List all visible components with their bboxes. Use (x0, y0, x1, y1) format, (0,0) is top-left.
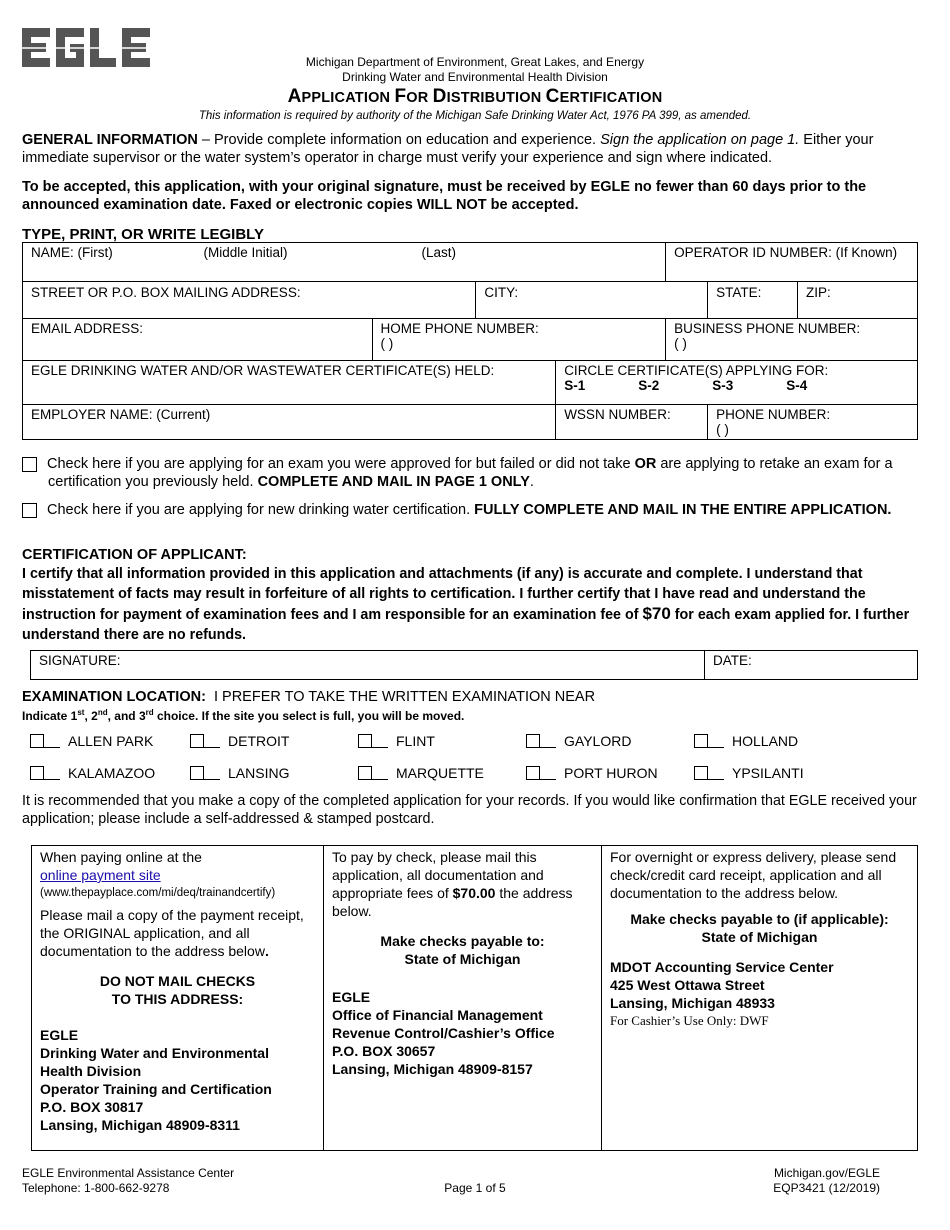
exam-site-checkbox[interactable] (694, 766, 708, 780)
exam-site-label: LANSING (228, 765, 290, 781)
exam-site-port-huron[interactable] (526, 765, 658, 781)
choice-rank-blank[interactable] (708, 735, 724, 748)
cert-option-s1[interactable]: S-1 (564, 378, 586, 393)
operator-id-field[interactable]: OPERATOR ID NUMBER: (If Known) (666, 243, 918, 282)
date-field[interactable]: DATE: (713, 653, 752, 668)
cert-option-s3[interactable]: S-3 (712, 378, 734, 393)
state-field[interactable]: STATE: (708, 282, 798, 319)
choice-rank-blank[interactable] (204, 735, 220, 748)
exam-site-checkbox[interactable] (526, 734, 540, 748)
new-certification-checkbox[interactable] (22, 503, 37, 518)
exam-site-checkbox[interactable] (358, 766, 372, 780)
exam-location-instructions: Indicate 1st, 2nd, and 3rd choice. If the site you select is full, you will be moved. (22, 708, 465, 723)
certificates-held-field[interactable]: EGLE DRINKING WATER AND/OR WASTEWATER CERTIFICATE(S) HELD: (23, 361, 556, 405)
copy-recommendation: It is recommended that you make a copy of the completed application for your records. If you would like confirmation that EGLE received your application; please include a self-addressed & stamped postcard. (22, 793, 917, 827)
online-payment-link[interactable]: online payment site (40, 867, 161, 883)
choice-rank-blank[interactable] (44, 735, 60, 748)
exam-site-checkbox[interactable] (30, 766, 44, 780)
wssn-number-field[interactable]: WSSN NUMBER: (556, 405, 708, 440)
certification-statement: I certify that all information provided in this application and attachments (if any) is accurate and complete. I understand that misstatement of facts may result in forfeiture of all rights to certification. I further certify that I have read and understand the instruction for payment of examination fees and I am responsible for an examination fee of $70 for each exam applied for. I further understand there are no refunds. (22, 566, 910, 643)
exam-site-checkbox[interactable] (190, 734, 204, 748)
exam-site-gaylord[interactable] (526, 733, 631, 749)
exam-site-allen-park[interactable] (30, 733, 153, 749)
zip-field[interactable]: ZIP: (798, 282, 918, 319)
footer-form-id: Michigan.gov/EGLE EQP3421 (12/2019) (773, 1166, 880, 1195)
exam-site-checkbox[interactable] (358, 734, 372, 748)
page-title: APPLICATION FOR DISTRIBUTION CERTIFICATION (287, 86, 663, 107)
new-certification-option: Check here if you are applying for new drinking water certification. FULLY COMPLETE AND MAIL IN THE ENTIRE APPLICATION. (22, 501, 950, 519)
signature-field[interactable]: SIGNATURE: (31, 651, 705, 679)
exam-site-lansing[interactable] (190, 765, 289, 781)
choice-rank-blank[interactable] (540, 767, 556, 780)
business-phone-field[interactable]: BUSINESS PHONE NUMBER: ( ) (666, 319, 918, 361)
exam-site-marquette[interactable] (358, 765, 484, 781)
signature-row (30, 650, 918, 680)
cert-option-s4[interactable]: S-4 (786, 378, 808, 393)
retake-checkbox[interactable] (22, 457, 37, 472)
cert-option-s2[interactable]: S-2 (638, 378, 660, 393)
online-payment-column: When paying online at the online payment site (www.thepayplace.com/mi/deq/trainandcertify) Please mail a copy of the payment receipt, the ORIGINAL application, and all documentation to the address below. DO NOT MAIL CHECKS TO THIS ADDRESS: EGLE Drinking Water and Environmental Health Division Operator Training and Certification P.O. BOX 30817 Lansing, Michigan 48909-8311 (32, 846, 324, 1150)
circle-certificate-field[interactable]: CIRCLE CERTIFICATE(S) APPLYING FOR: S-1 S-2 S-3 S-4 (556, 361, 918, 405)
email-field[interactable]: EMAIL ADDRESS: (23, 319, 373, 361)
agency-name: Michigan Department of Environment, Great Lakes, and Energy (305, 55, 645, 69)
employer-name-field[interactable]: EMPLOYER NAME: (Current) (23, 405, 556, 440)
exam-site-label: KALAMAZOO (68, 765, 156, 781)
retake-option: Check here if you are applying for an exam you were approved for but failed or did not take OR are applying to retake an exam for a certification you previously held. COMPLETE AND MAIL IN PAGE 1 ONLY. (22, 455, 950, 491)
exam-site-label: YPSILANTI (732, 765, 804, 781)
exam-site-label: DETROIT (228, 733, 290, 749)
division-name: Drinking Water and Environmental Health Division (342, 70, 608, 84)
authority-note: This information is required by authority of the Michigan Safe Drinking Water Act, 1976 PA 399, as amended. (198, 110, 752, 122)
choice-rank-blank[interactable] (204, 767, 220, 780)
acceptance-notice: To be accepted, this application, with your original signature, must be received by EGLE no fewer than 60 days prior to the announced examination date. Faxed or electronic copies WILL NOT be accepted. (22, 179, 867, 213)
home-phone-field[interactable]: HOME PHONE NUMBER: ( ) (372, 319, 666, 361)
exam-site-flint[interactable] (358, 733, 435, 749)
applicant-form (22, 242, 918, 440)
check-payment-column: To pay by check, please mail this application, all documentation and appropriate fees of $70.00 the address below. Make checks payable to: State of Michigan EGLE Office of Financial Management Revenue Control/Cashier’s Office P.O. BOX 30657 Lansing, Michigan 48909-8157 (324, 846, 602, 1150)
name-field[interactable]: NAME: (First) (Middle Initial) (Last) (23, 243, 666, 282)
city-field[interactable]: CITY: (476, 282, 708, 319)
exam-site-checkbox[interactable] (30, 734, 44, 748)
exam-site-detroit[interactable] (190, 733, 289, 749)
payment-instructions (31, 845, 918, 1151)
exam-site-kalamazoo[interactable] (30, 765, 155, 781)
choice-rank-blank[interactable] (44, 767, 60, 780)
page-number: Page 1 of 5 (444, 1181, 506, 1195)
choice-rank-blank[interactable] (540, 735, 556, 748)
express-delivery-column: For overnight or express delivery, please send check/credit card receipt, application and all documentation to the address below. Make checks payable to (if applicable): State of Michigan MDOT Accounting Service Center 425 West Ottawa Street Lansing, Michigan 48933 For Cashier’s Use Only: DWF (610, 849, 897, 1028)
general-information: GENERAL INFORMATION – Provide complete information on education and experience. Sign the application on page 1. Either your immediate supervisor or the water system’s operator in charge must verify your experience and sign where indicated. (22, 132, 874, 166)
exam-site-ypsilanti[interactable] (694, 765, 804, 781)
exam-site-checkbox[interactable] (190, 766, 204, 780)
form-heading: TYPE, PRINT, OR WRITE LEGIBLY (22, 226, 264, 243)
footer-contact: EGLE Environmental Assistance Center Telephone: 1-800-662-9278 (22, 1166, 235, 1195)
employer-phone-field[interactable]: PHONE NUMBER: ( ) (708, 405, 918, 440)
choice-rank-blank[interactable] (708, 767, 724, 780)
exam-site-checkbox[interactable] (526, 766, 540, 780)
choice-rank-blank[interactable] (372, 767, 388, 780)
street-address-field[interactable]: STREET OR P.O. BOX MAILING ADDRESS: (23, 282, 476, 319)
exam-site-holland[interactable] (694, 733, 798, 749)
exam-site-label: FLINT (396, 733, 435, 749)
exam-site-label: HOLLAND (732, 733, 799, 749)
choice-rank-blank[interactable] (372, 735, 388, 748)
exam-location-heading: EXAMINATION LOCATION: I PREFER TO TAKE THE WRITTEN EXAMINATION NEAR (22, 689, 596, 705)
certification-heading: CERTIFICATION OF APPLICANT: (22, 547, 247, 563)
exam-site-checkbox[interactable] (694, 734, 708, 748)
exam-site-label: MARQUETTE (396, 765, 484, 781)
exam-site-label: ALLEN PARK (68, 733, 154, 749)
exam-site-label: PORT HURON (564, 765, 658, 781)
exam-site-label: GAYLORD (564, 733, 632, 749)
